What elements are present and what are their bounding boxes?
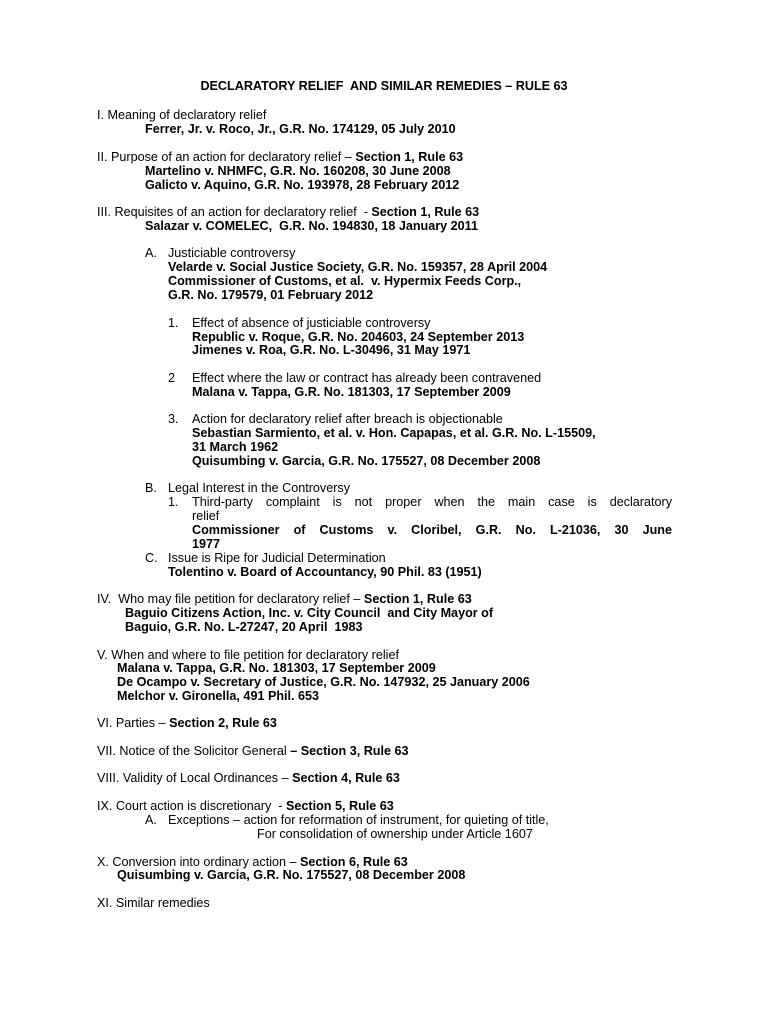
case-citation: Malana v. Tappa, G.R. No. 181303, 17 September 2009 bbox=[192, 385, 511, 399]
section-heading: V. When and where to file petition for declaratory relief bbox=[97, 648, 399, 662]
subsection-heading: Issue is Ripe for Judicial Determination bbox=[168, 551, 386, 565]
subsection-heading: Legal Interest in the Controversy bbox=[168, 481, 351, 495]
list-marker: 2 bbox=[168, 371, 176, 385]
case-citation: Ferrer, Jr. v. Roco, Jr., G.R. No. 174129, 05 July 2010 bbox=[145, 122, 456, 136]
case-citation: Melchor v. Gironella, 491 Phil. 653 bbox=[117, 689, 320, 703]
rule-reference: Section 4, Rule 63 bbox=[292, 771, 400, 785]
list-marker: A. bbox=[145, 246, 157, 260]
case-citation: Quisumbing v. Garcia, G.R. No. 175527, 08 December 2008 bbox=[117, 868, 466, 882]
rule-reference: – Section 3, Rule 63 bbox=[290, 744, 409, 758]
case-citation: Malana v. Tappa, G.R. No. 181303, 17 September 2009 bbox=[117, 661, 436, 675]
section-heading: XI. Similar remedies bbox=[97, 896, 210, 910]
section-heading: III. Requisites of an action for declaratory relief - Section 1, Rule 63 bbox=[97, 205, 480, 219]
case-citation: Salazar v. COMELEC, G.R. No. 194830, 18 January 2011 bbox=[145, 219, 478, 233]
subsection-text: relief bbox=[192, 509, 220, 523]
case-citation: Baguio, G.R. No. L-27247, 20 April 1983 bbox=[125, 620, 363, 634]
case-citation: 1977 bbox=[192, 537, 221, 551]
case-citation: Republic v. Roque, G.R. No. 204603, 24 September 2013 bbox=[192, 330, 525, 344]
list-marker: A. bbox=[145, 813, 157, 827]
rule-reference: Section 1, Rule 63 bbox=[371, 205, 480, 219]
section-heading: I. Meaning of declaratory relief bbox=[97, 108, 267, 122]
rule-reference: Section 1, Rule 63 bbox=[355, 150, 464, 164]
case-citation: Galicto v. Aquino, G.R. No. 193978, 28 February 2012 bbox=[145, 178, 460, 192]
case-citation: G.R. No. 179579, 01 February 2012 bbox=[168, 288, 374, 302]
rule-reference: Section 6, Rule 63 bbox=[300, 855, 408, 869]
subsection-text: Third-party complaint is not proper when the main case is declaratory bbox=[192, 495, 672, 509]
section-heading: IV. Who may file petition for declaratory relief – Section 1, Rule 63 bbox=[97, 592, 472, 606]
case-citation: De Ocampo v. Secretary of Justice, G.R. No. 147932, 25 January 2006 bbox=[117, 675, 530, 689]
subsection-heading: Justiciable controversy bbox=[168, 246, 296, 260]
section-heading: II. Purpose of an action for declaratory relief – Section 1, Rule 63 bbox=[97, 150, 464, 164]
section-heading: VIII. Validity of Local Ordinances – Section 4, Rule 63 bbox=[97, 771, 400, 785]
case-citation: Commissioner of Customs, et al. v. Hypermix Feeds Corp., bbox=[168, 274, 522, 288]
list-marker: B. bbox=[145, 481, 157, 495]
document-title: DECLARATORY RELIEF AND SIMILAR REMEDIES – RULE 63 bbox=[200, 79, 568, 93]
case-citation: Jimenes v. Roa, G.R. No. L-30496, 31 May 1971 bbox=[192, 343, 471, 357]
list-marker: 1. bbox=[168, 495, 179, 509]
subsection-heading: Effect of absence of justiciable controversy bbox=[192, 316, 431, 330]
case-citation: Velarde v. Social Justice Society, G.R. No. 159357, 28 April 2004 bbox=[168, 260, 548, 274]
rule-reference: Section 5, Rule 63 bbox=[285, 799, 394, 813]
section-heading: X. Conversion into ordinary action – Section 6, Rule 63 bbox=[97, 855, 408, 869]
subsection-heading: Action for declaratory relief after breach is objectionable bbox=[192, 412, 503, 426]
case-citation: Tolentino v. Board of Accountancy, 90 Phil. 83 (1951) bbox=[168, 565, 482, 579]
case-citation: 31 March 1962 bbox=[192, 440, 279, 454]
list-marker: C. bbox=[145, 551, 158, 565]
rule-reference: Section 1, Rule 63 bbox=[363, 592, 472, 606]
list-marker: 3. bbox=[168, 412, 179, 426]
list-marker: 1. bbox=[168, 316, 179, 330]
section-heading: IX. Court action is discretionary - Section 5, Rule 63 bbox=[97, 799, 394, 813]
case-citation: Sebastian Sarmiento, et al. v. Hon. Capapas, et al. G.R. No. L-15509, bbox=[192, 426, 596, 440]
case-citation: Quisumbing v. Garcia, G.R. No. 175527, 08 December 2008 bbox=[192, 454, 541, 468]
subsection-heading: Exceptions – action for reformation of instrument, for quieting of title, bbox=[168, 813, 549, 827]
case-citation: Commissioner of Customs v. Cloribel, G.R. No. L-21036, 30 June bbox=[192, 523, 672, 537]
section-heading: VII. Notice of the Solicitor General – Section 3, Rule 63 bbox=[97, 744, 409, 758]
rule-reference: Section 2, Rule 63 bbox=[169, 716, 277, 730]
section-heading: VI. Parties – Section 2, Rule 63 bbox=[97, 716, 277, 730]
case-citation: Martelino v. NHMFC, G.R. No. 160208, 30 June 2008 bbox=[145, 164, 451, 178]
subsection-text: For consolidation of ownership under Article 1607 bbox=[257, 827, 533, 841]
case-citation: Baguio Citizens Action, Inc. v. City Council and City Mayor of bbox=[125, 606, 494, 620]
subsection-heading: Effect where the law or contract has already been contravened bbox=[192, 371, 542, 385]
